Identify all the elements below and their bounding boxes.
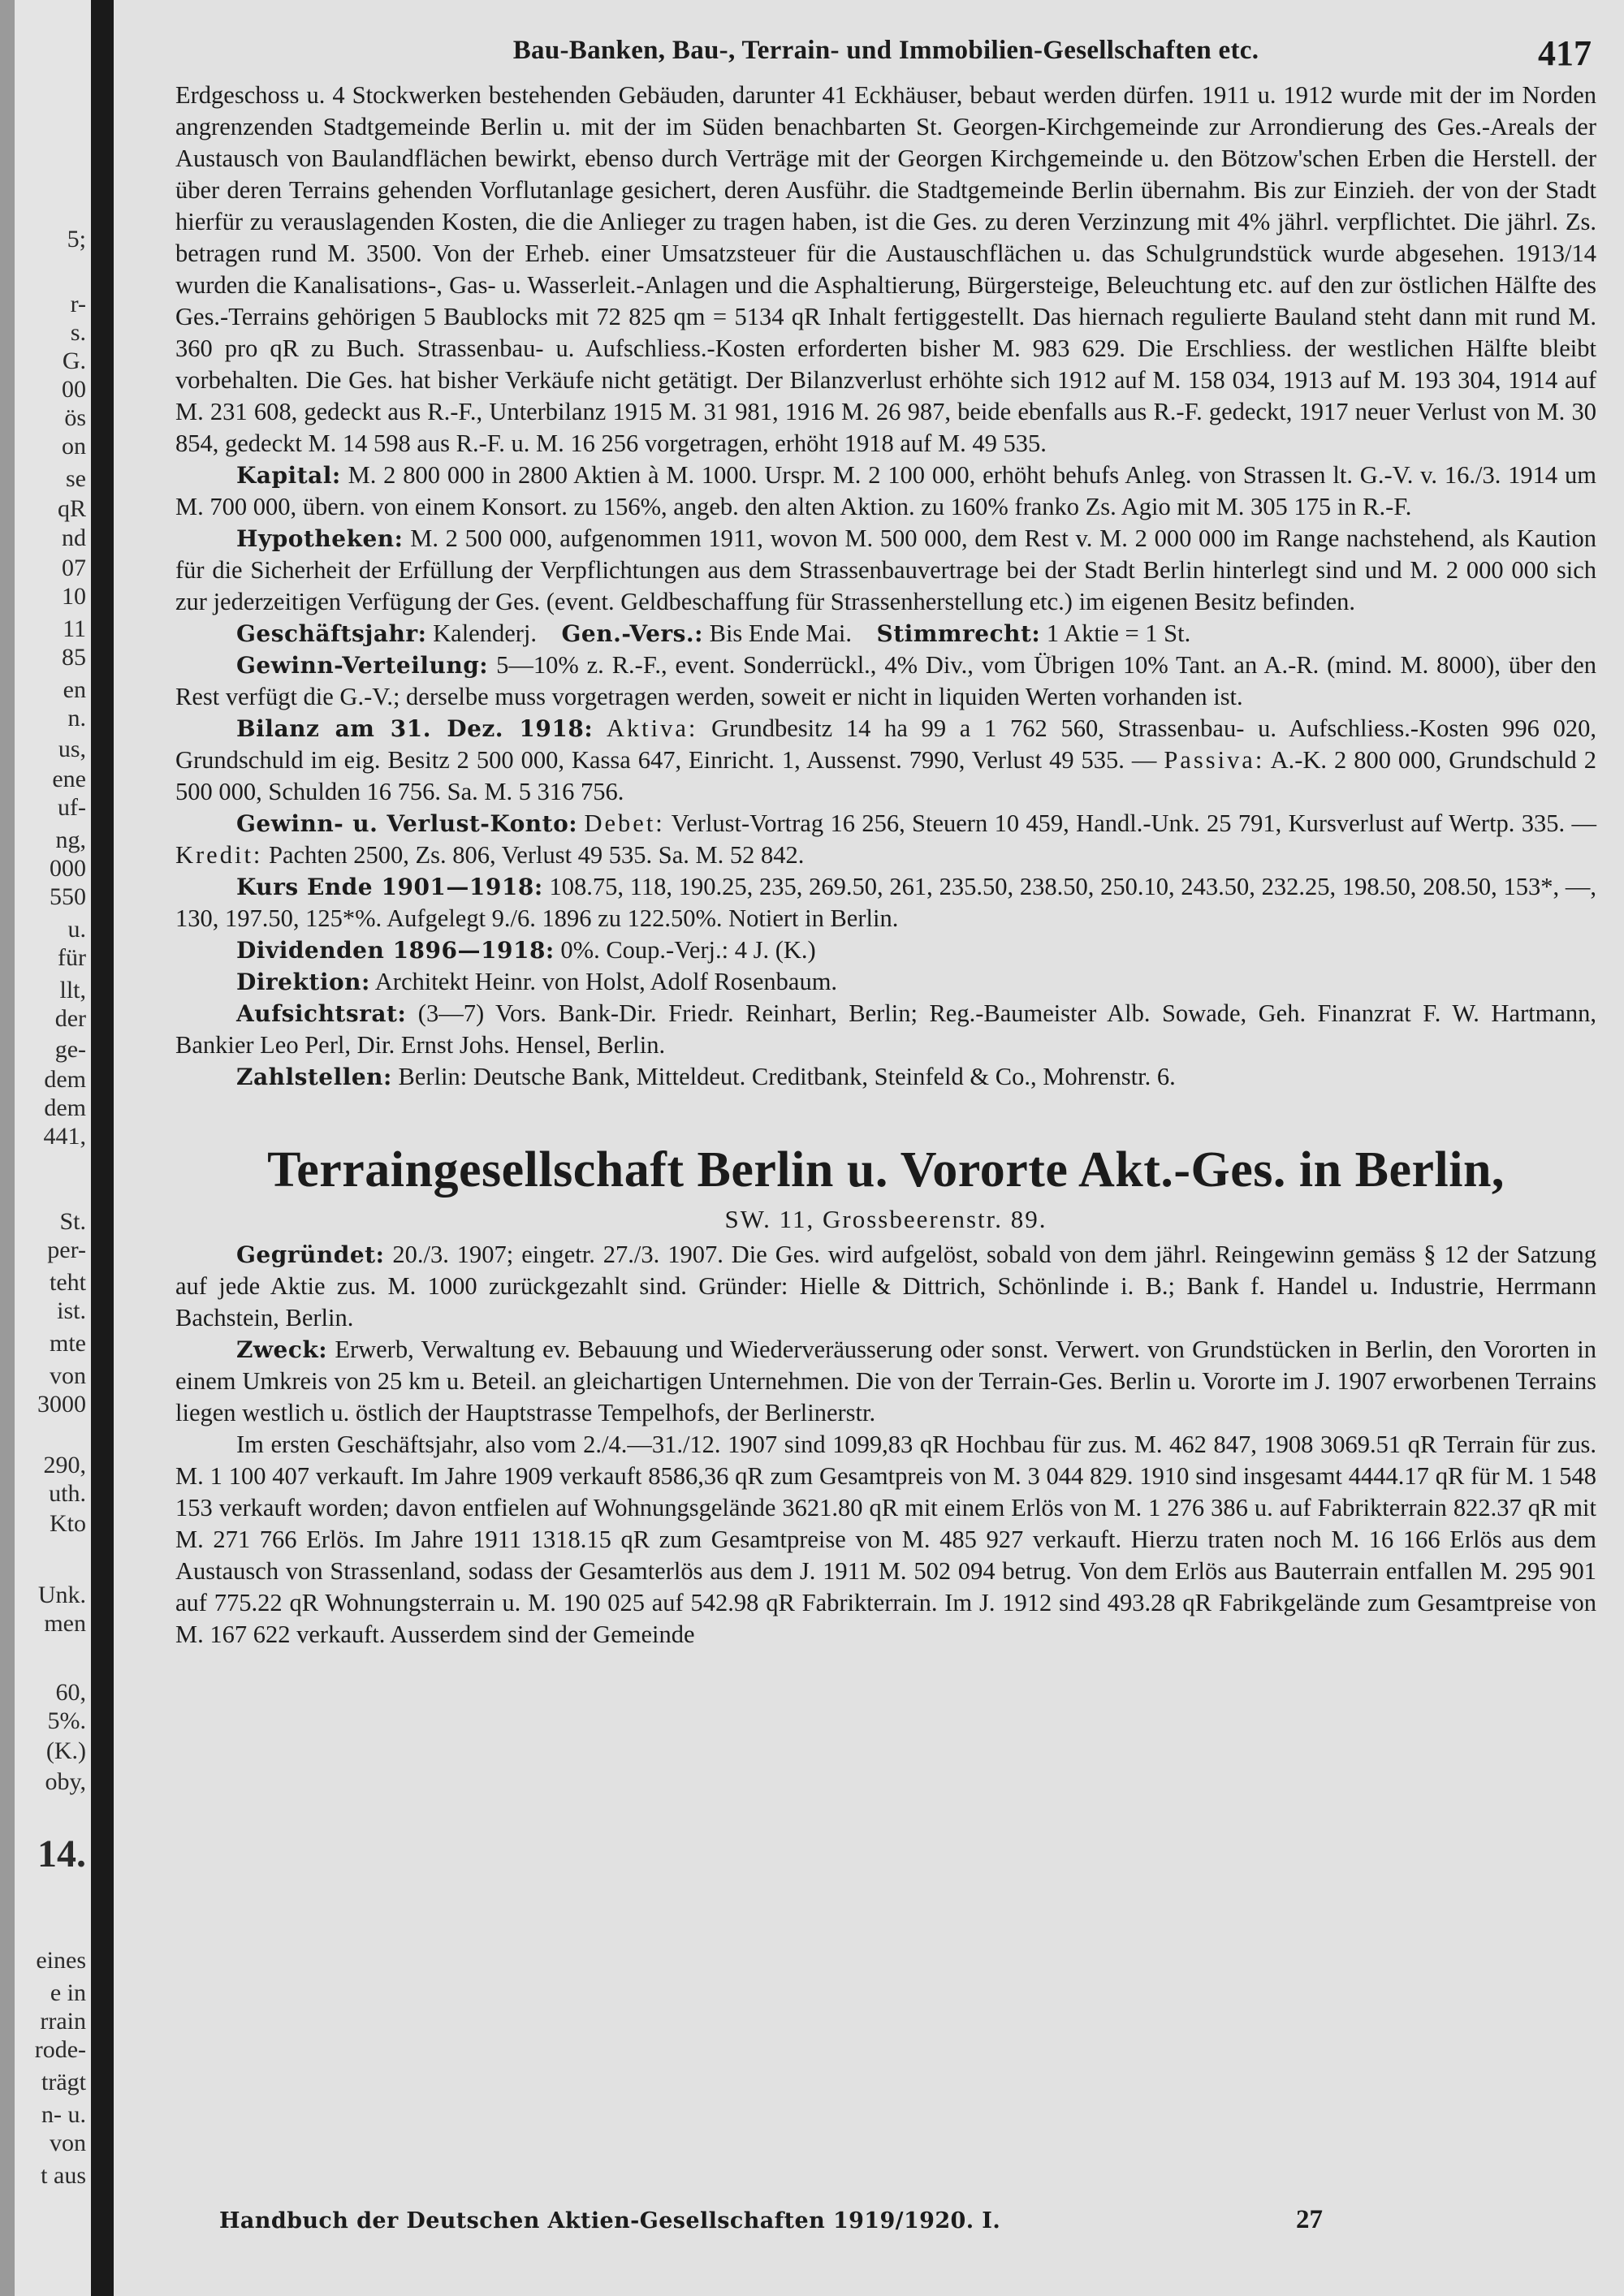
margin-fragment: t aus [41,2162,86,2189]
zahlstellen-label: Zahlstellen: [236,1064,392,1090]
margin-fragment: se [66,465,86,492]
margin-fragment: e in [50,1979,86,2006]
direktion-text: Architekt Heinr. von Holst, Adolf Rosenbaum. [374,968,838,995]
gewinn-verteilung-text: 5—10% z. R.-F., event. Sonderrückl., 4% Div., vom Übrigen 10% Tant. an A.-R. (mind. M. 8000), über den Rest verfügt die G.-V.; derselbe muss vorgetragen werden, soweit er nicht in liquiden Werten vorhanden ist. [175,651,1597,710]
margin-fragment: ös [64,404,86,431]
margin-fragment: 07 [62,555,86,581]
margin-fragment: uth. [49,1480,86,1507]
bilanz-section [175,713,1596,808]
margin-fragment: 5; [67,226,86,252]
hypotheken-section [175,523,1596,618]
margin-fragment: 441, [43,1123,86,1150]
margin-fragment: eines [36,1947,86,1974]
gen-vers-text: Bis Ende Mai. [709,619,852,647]
page-edge-shadow [0,0,15,2296]
margin-fragment: ene [52,766,86,792]
passiva-label: Passiva: [1164,746,1265,774]
margin-fragment: teht [50,1269,86,1296]
margin-fragment: (K.) [45,1737,86,1764]
aktiva-label: Aktiva: [606,714,698,742]
adjacent-page-strip [0,0,91,2296]
gegruendet-section [175,1239,1596,1334]
aufsichtsrat-label: Aufsichtsrat: [236,1000,407,1027]
margin-fragment: 550 [50,883,86,910]
passiva-text: A.-K. 2 800 000, Grundschuld 2 500 000, Schulden 16 756. Sa. M. 5 316 756. [175,746,1596,805]
margin-fragment: 60, [55,1679,86,1706]
margin-fragment: 290, [43,1452,86,1478]
margin-fragment: on [62,433,86,460]
margin-fragment: von [50,1362,86,1389]
margin-fragment: llt, [59,977,86,1003]
margin-fragment: s. [70,319,86,346]
margin-fragment: für [58,944,86,971]
kurs-label: Kurs Ende 1901—1918: [236,874,543,900]
margin-fragment: nd [62,524,86,551]
kapital-label: Kapital: [236,462,341,489]
aufsichtsrat-text: (3—7) Vors. Bank-Dir. Friedr. Reinhart, Berlin; Reg.-Baumeister Alb. Sowade, Geh. Finanzrat F. W. Hartmann, Bankier Leo Perl, Dir. Ernst Johs. Hensel, Berlin. [175,999,1596,1059]
margin-fragment: ge- [54,1036,86,1063]
stimmrecht-label: Stimmrecht: [876,620,1041,647]
margin-fragment: 10 [62,583,86,610]
running-head-title: Bau-Banken, Bau-, Terrain- und Immobilien-Gesellschaften etc. [512,36,1259,65]
zweck-section [175,1334,1596,1429]
kredit-label: Kredit: [175,841,263,869]
margin-fragment: u. [67,916,86,943]
book-gutter [91,0,114,2296]
margin-fragment: qR [57,495,86,522]
margin-fragment: von [50,2130,86,2156]
gegruendet-text: 20./3. 1907; eingetr. 27./3. 1907. Die Ges. wird aufgelöst, sobald von dem jährl. Reingewinn gemäss § 12 der Satzung auf jede Aktie zus. M. 1000 zurückgezahlt sind. Gründer: Hielle & Dittrich, Schönlinde i. B.; Bank f. Handel u. Industrie, Herrmann Bachstein, Berlin. [175,1241,1597,1331]
kapital-section [175,460,1596,523]
gewinn-verteilung-section [175,650,1596,713]
margin-fragment: 85 [62,644,86,671]
geschaeftsjahr-label: Geschäftsjahr: [236,620,427,647]
gewinn-verlust-label: Gewinn- u. Verlust-Konto: [236,810,578,837]
margin-fragment: der [54,1005,86,1032]
dividenden-label: Dividenden 1896—1918: [236,937,555,964]
margin-fragment: men [44,1610,86,1637]
margin-fragment: 3000 [37,1391,86,1418]
margin-fragment: uf- [58,794,86,821]
gegruendet-label: Gegründet: [236,1241,385,1268]
margin-fragment: us, [58,736,86,762]
zahlstellen-section [175,1061,1596,1093]
margin-fragment: 5%. [47,1707,86,1734]
page-number: 417 [1538,33,1592,73]
margin-fragment: trägt [41,2069,86,2095]
footer-title: Handbuch der Deutschen Aktien-Gesellschaften 1919/1920. I. [219,2208,1001,2233]
document-page [114,0,1624,2296]
continuation-paragraph: Erdgeschoss u. 4 Stockwerken bestehenden Gebäuden, darunter 41 Eckhäuser, bebaut werden dürfen. 1911 u. 1912 wurde mit der im Norden angrenzenden Stadtgemeinde Berlin u. mit der im Süden benachbarten St. Georgen-Kirchgemeinde zur Arrondierung des Ges.-Areals der Austausch von Baulandflächen bewirkt, ebenso durch Verträge mit der Georgen Kirchgemeinde u. den Bötzow'schen Erben die Herstell. der über deren Terrains gehenden Vorflutanlage gesichert, deren Ausführ. die Stadtgemeinde Berlin übernahm. Bis zur Einzieh. der von der Stadt hierfür zu verauslagenden Kosten, die die Anlieger zu tragen haben, ist die Ges. zu deren Verzinzung mit 4% jährl. verpflichtet. Die jährl. Zs. betragen rund M. 3500. Von der Erheb. einer Umsatzsteuer für die Austauschflächen u. das Schulgrundstück wurde abgesehen. 1913/14 wurden die Kanalisations-, Gas- u. Wasserleit.-Anlagen und die Asphaltierung, Bürgersteige, Beleuchtung etc. auf den zur östlichen Hälfte des Ges.-Terrains gehörigen 5 Baublocks mit 72 825 qm = 5134 qR Inhalt fertiggestellt. Das hiernach regulierte Bauland steht dann mit rund M. 360 pro qR zu Buch. Strassenbau- u. Aufschliess.-Kosten erforderten bisher M. 983 629. Die Erschliess. der westlichen Hälfte bleibt vorbehalten. Die Ges. hat bisher Verkäufe nicht getätigt. Der Bilanzverlust erhöhte sich 1912 auf M. 158 034, 1913 auf M. 193 304, 1914 auf M. 231 608, gedeckt aus R.-F., Unterbilanz 1915 M. 31 981, 1916 M. 26 987, beide ebenfalls aus R.-F. gedeckt, 1917 neuer Verlust von M. 30 854, gedeckt M. 14 598 aus R.-F. u. M. 16 256 vorgetragen, erhöht 1918 auf M. 49 535. [175,81,1596,457]
stimmrecht-text: 1 Aktie = 1 St. [1046,619,1191,647]
zweck-text: Erwerb, Verwaltung ev. Bebauung und Wiederveräusserung oder sonst. Verwert. von Grundstücken in Berlin, den Vororten in einem Umkreis von 25 km u. Beteil. an gleichartigen Unternehmen. Die von der Terrain-Ges. Berlin u. Vororte im J. 1907 erworbenen Terrains liegen westlich u. östlich der Hauptstrasse Tempelhofs, der Berlinerstr. [175,1336,1596,1426]
running-head [175,32,1596,80]
zahlstellen-text: Berlin: Deutsche Bank, Mitteldeut. Creditbank, Steinfeld & Co., Mohrenstr. 6. [398,1063,1176,1090]
dividenden-section [175,934,1596,966]
margin-fragment: mte [50,1330,86,1357]
geschaeftsjahr-section [175,618,1596,650]
direktion-section [175,966,1596,998]
margin-fragment: St. [59,1208,86,1235]
margin-fragment: n- u. [41,2101,86,2128]
debet-label: Debet: [584,809,665,837]
margin-fragment: G. [62,347,86,374]
margin-fragment: per- [47,1236,86,1263]
direktion-label: Direktion: [236,969,370,995]
gewinn-verteilung-label: Gewinn-Verteilung: [236,652,489,679]
kredit-text: Pachten 2500, Zs. 806, Verlust 49 535. Sa. M. 52 842. [269,841,805,869]
margin-fragment: en [63,676,86,703]
zweck-label: Zweck: [236,1336,328,1363]
bilanz-label: Bilanz am 31. Dez. 1918: [236,715,594,742]
margin-fragment: rode- [34,2036,86,2063]
kurs-section [175,871,1596,934]
margin-fragment: r- [70,291,86,317]
hypotheken-label: Hypotheken: [236,525,404,552]
history-paragraph: Im ersten Geschäftsjahr, also vom 2./4.—31./12. 1907 sind 1099,83 qR Hochbau für zus. M. 462 847, 1908 3069.51 qR Terrain für zus. M. 1 100 407 verkauft. Im Jahre 1909 verkauft 8586,36 qR zum Gesamtpreis von M. 3 044 829. 1910 sind insgesamt 4444.17 qR für M. 1 548 153 verkauft worden; davon entfielen auf Wohnungsgelände 3621.80 qR mit einem Erlös von M. 1 276 386 u. auf Fabrikterrain 822.37 qR mit M. 271 766 Erlös. Im Jahre 1911 1318.15 qR zum Gesamtpreise von M. 485 927 verkauft. Hierzu traten noch M. 16 166 Erlös aus dem Austausch von Strassenland, sodass der Gesamterlös aus dem J. 1911 M. 502 094 betrug. Von dem Erlös aus Bauterrain entfallen M. 295 901 auf 775.22 qR Wohnungsterrain u. M. 190 025 auf 542.98 qR Fabrikterrain. Im J. 1912 sind 493.28 qR Fabrikgelände zum Gesamtpreise von M. 167 622 verkauft. Ausserdem sind der Gemeinde [175,1431,1596,1648]
margin-fragment: oby, [45,1768,86,1795]
margin-fragment: 000 [50,855,86,882]
margin-fragment: Kto [50,1510,86,1537]
margin-fragment: 00 [62,376,86,403]
margin-fragment: ng, [55,826,86,853]
margin-fragment: rrain [40,2008,86,2035]
geschaeftsjahr-text: Kalenderj. [433,619,537,647]
margin-fragment: n. [67,705,86,732]
debet-text: Verlust-Vortrag 16 256, Steuern 10 459, Handl.-Unk. 25 791, Kursverlust auf Wertp. 335. — [671,809,1597,837]
kapital-text: M. 2 800 000 in 2800 Aktien à M. 1000. Urspr. M. 2 100 000, erhöht behufs Anleg. von Strassen lt. G.-V. v. 16./3. 1914 um M. 700 000, übern. von einem Konsort. zu 156%, angeb. den alten Aktion. zu 160% franko Zs. Agio mit M. 305 175 in R.-F. [175,461,1596,520]
page-footer [219,2205,1600,2249]
margin-fragment: 14. [37,1832,86,1875]
aufsichtsrat-section [175,998,1596,1061]
hypotheken-text: M. 2 500 000, aufgenommen 1911, wovon M. 500 000, dem Rest v. M. 2 000 000 im Range nachstehend, als Kaution für die Sicherheit der Erfüllung der Verpflichtungen aus dem Strassenbauvertrage bei der Stadt Berlin hinterlegt sind und M. 2 000 000 sich zur jederzeitigen Verfügung der Ges. (event. Geldbeschaffung für Strassenherstellung etc.) im eigenen Besitz befinden. [175,524,1596,615]
company-title: Terraingesellschaft Berlin u. Vororte Akt.-Ges. in Berlin, [267,1142,1505,1198]
dividenden-text: 0%. Coup.-Verj.: 4 J. (K.) [560,936,816,964]
aktiva-text: Grundbesitz 14 ha 99 a 1 762 560, Strassenbau- u. Aufschliess.-Kosten 996 020, Grundschuld im eig. Besitz 2 500 000, Kassa 647, Einricht. 1, Aussenst. 7990, Verlust 49 535. — [175,714,1597,774]
gewinn-verlust-section [175,808,1596,871]
margin-fragment: Unk. [37,1582,86,1608]
gen-vers-label: Gen.-Vers.: [561,620,703,647]
kurs-text: 108.75, 118, 190.25, 235, 269.50, 261, 235.50, 238.50, 250.10, 243.50, 232.25, 198.50, 208.50, 153*, —, 130, 197.50, 125*%. Aufgelegt 9./6. 1896 zu 122.50%. Notiert in Berlin. [175,873,1596,932]
signature-number: 27 [1296,2205,1323,2234]
page-content [175,32,1596,1651]
company-address: SW. 11, Grossbeerenstr. 89. [724,1205,1047,1233]
margin-fragment: 11 [63,615,86,642]
margin-fragment: dem [44,1094,86,1121]
margin-fragment: dem [44,1066,86,1093]
margin-fragment: ist. [57,1297,86,1324]
